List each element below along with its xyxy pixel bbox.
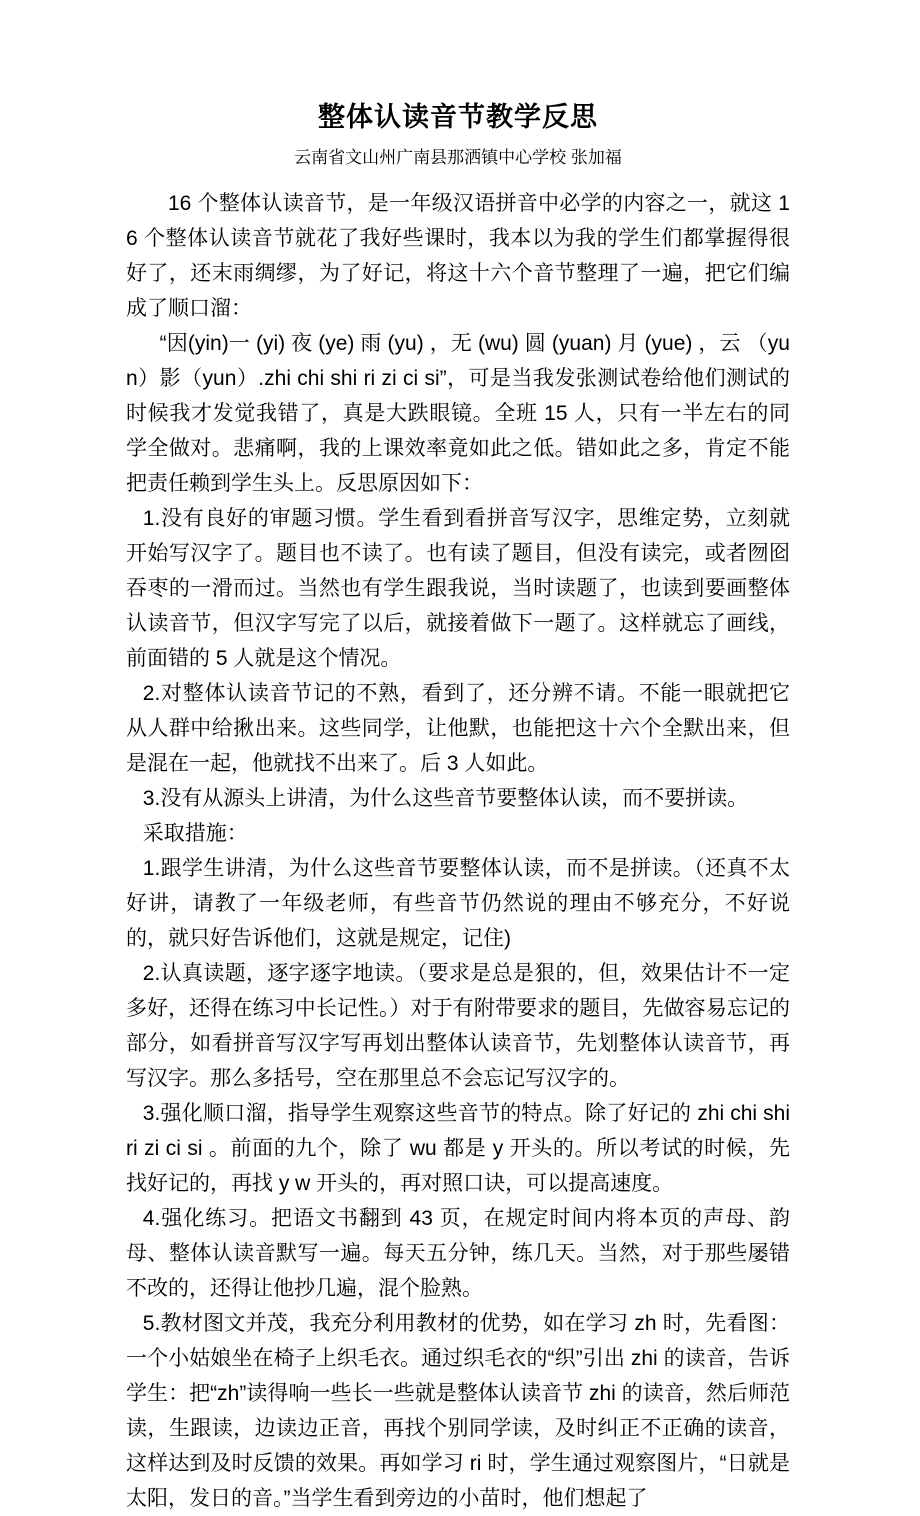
paragraph-measure-2: 2.认真读题，逐字逐字地读。（要求是总是狠的，但，效果估计不一定多好，还得在练习中长记性。）对于有附带要求的题目，先做容易忘记的部分，如看拼音写汉字写再划出整体认读音节，先划整体认读音节，再写汉字。那么多括号，空在那里总不会忘记写汉字的。 [126,962,790,1090]
paragraph-reason-3: 3.没有从源头上讲清，为什么这些音节要整体认读，而不要拼读。 [142,787,749,810]
paragraph-reason-1: 1.没有良好的审题习惯。学生看到看拼音写汉字，思维定势，立刻就开始写汉字了。题目也不读了。也有读了题目，但没有读完，或者囫囵吞枣的一滑而过。当然也有学生跟我说，当时读题了，也读到要画整体认读音节，但汉字写完了以后，就接着做下一题了。这样就忘了画线，前面错的 5 人就是这个情况。 [126,507,790,670]
paragraph-reason-2: 2.对整体认读音节记的不熟，看到了，还分辨不请。不能一眼就把它从人群中给揪出来。这些同学，让他默，也能把这十六个全默出来，但是混在一起，他就找不出来了。后 3 人如此。 [126,682,790,775]
document-byline: 云南省文山州广南县那洒镇中心学校 张加福 [294,148,622,167]
paragraph-measure-4: 4.强化练习。把语文书翻到 43 页，在规定时间内将本页的声母、韵母、整体认读音默写一遍。每天五分钟，练几天。当然，对于那些屡错不改的，还得让他抄几遍，混个脸熟。 [126,1207,790,1300]
paragraph-measure-3: 3.强化顺口溜，指导学生观察这些音节的特点。除了好记的 zhi chi shi ri zi ci si 。前面的九个，除了 wu 都是 y 开头的。所以考试的时候，先找好记的，再找 y w 开头的，再对照口诀，可以提高速度。 [126,1102,790,1195]
document-body [126,186,790,1516]
paragraph-measures-heading: 采取措施： [142,822,248,845]
paragraph-measure-5: 5.教材图文并茂，我充分利用教材的优势，如在学习 zh 时，先看图：一个小姑娘坐在椅子上织毛衣。通过织毛衣的“织”引出 zhi 的读音，告诉学生：把“zh”读得响一些长一些就是整体认读音节 zhi 的读音，然后师范读，生跟读，边读边正音，再找个别同学读，及时纠正不正确的读音，这样达到及时反馈的效果。再如学习 ri 时，学生通过观察图片，“日就是太阳，发日的音。”当学生看到旁边的小苗时，他们想起了 [126,1312,790,1510]
paragraph-rhyme-quote: “因(yin)一 (yi) 夜 (ye) 雨 (yu) ，无 (wu) 圆 (yuan) 月 (yue) ，云 （yun）影（yun）.zhi chi shi ri zi ci si”，可是当我发张测试卷给他们测试的时候我才发觉我错了，真是大跌眼镜。全班 15 人，只有一半左右的同学全做对。悲痛啊，我的上课效率竟如此之低。错如此之多，肯定不能把责任赖到学生头上。反思原因如下： [126,332,790,495]
paragraph-intro: 16 个整体认读音节，是一年级汉语拼音中必学的内容之一，就这 16 个整体认读音节就花了我好些课时，我本以为我的学生们都掌握得很好了，还末雨绸缪，为了好记，将这十六个音节整理了一遍，把它们编成了顺口溜： [126,192,790,320]
document-title: 整体认读音节教学反思 [318,102,598,132]
paragraph-measure-1: 1.跟学生讲清，为什么这些音节要整体认读，而不是拼读。（还真不太好讲，请教了一年级老师，有些音节仍然说的理由不够充分，不好说的，就只好告诉他们，这就是规定，记住) [126,857,790,950]
